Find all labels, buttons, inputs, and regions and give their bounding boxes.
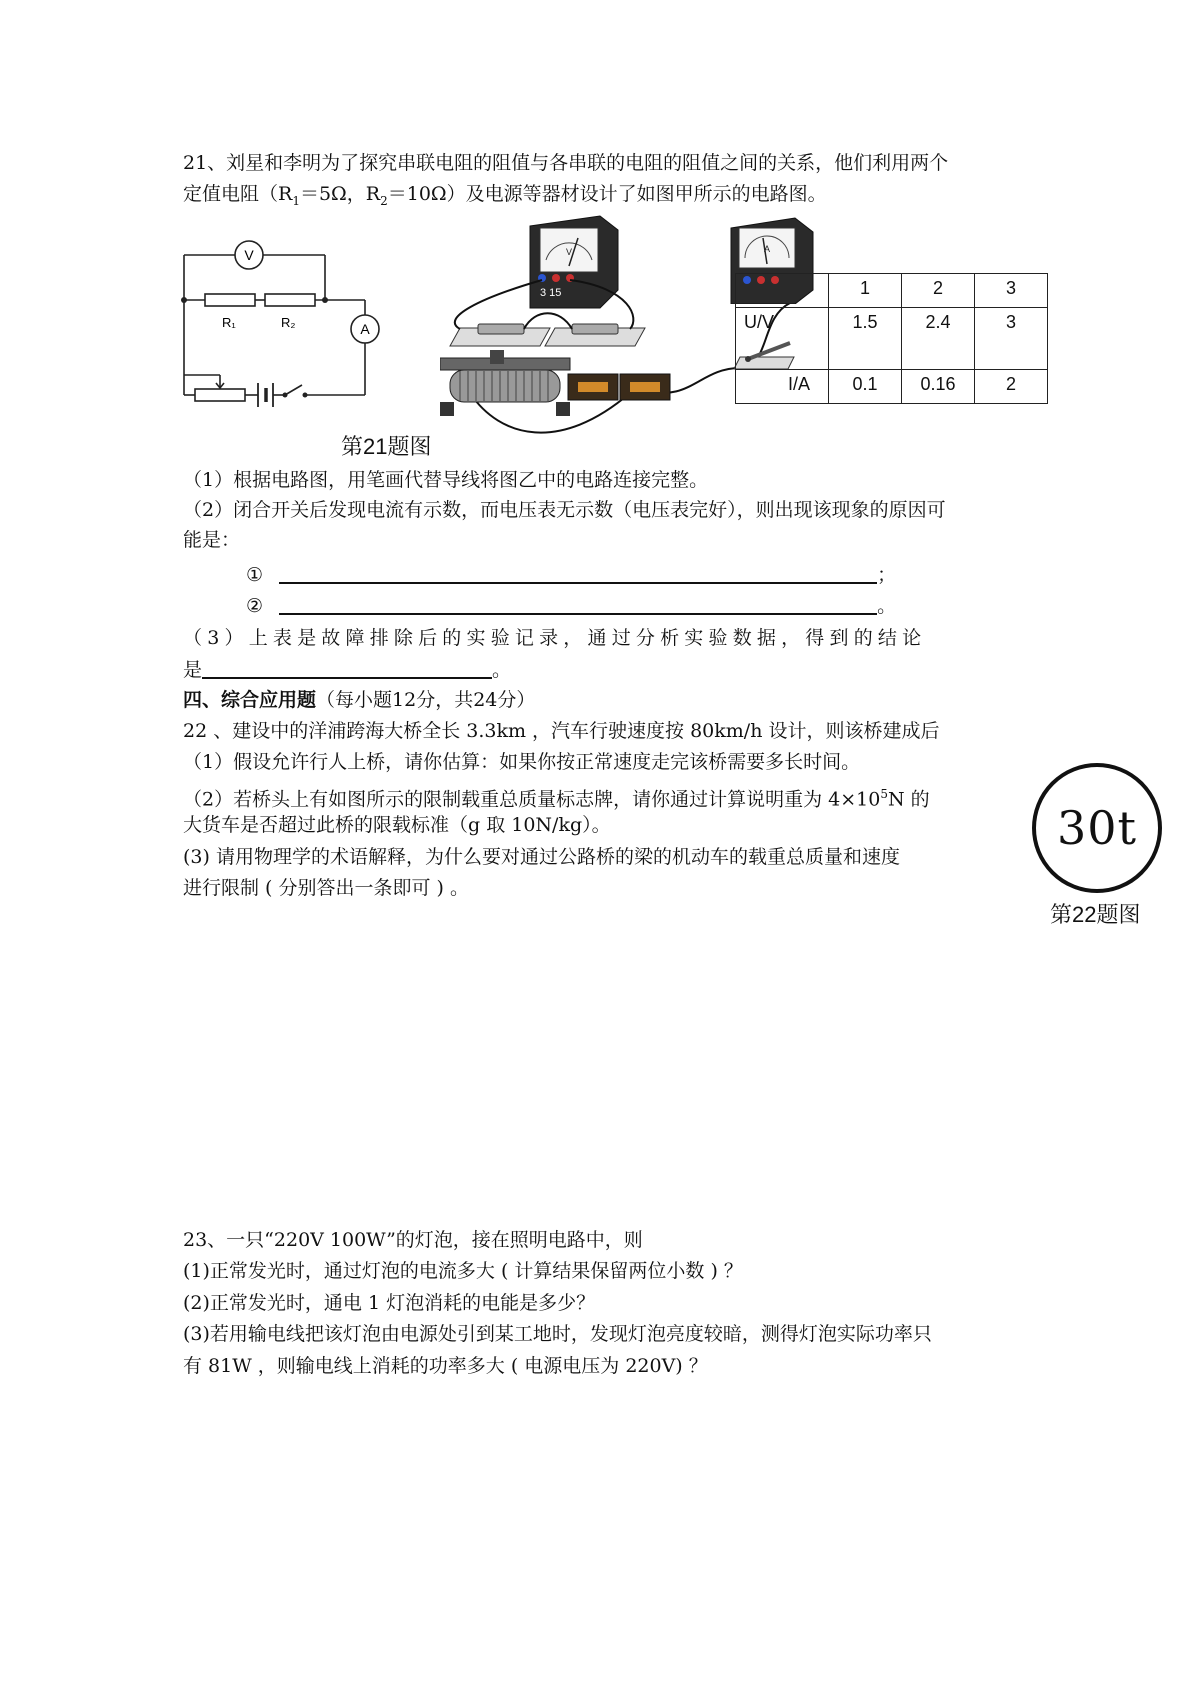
ammeter-symbol <box>351 315 379 343</box>
q22-part2-line-2: 大货车是否超过此桥的限载标准（g 取 10N/kg）。 <box>183 814 611 836</box>
q23-intro: 23、一只“220V 100W”的灯泡，接在照明电路中，则 <box>183 1229 643 1251</box>
voltmeter-device <box>530 216 618 308</box>
q21-intro-line-1: 21、刘星和李明为了探究串联电阻的阻值与各串联的电阻的阻值之间的关系，他们利用两个 <box>183 152 949 174</box>
q22-part3-line-1: (3) 请用物理学的术语解释，为什么要对通过公路桥的梁的机动车的载重总质量和速度 <box>183 846 900 868</box>
table-cell: 2 <box>902 274 975 308</box>
q23-part3-line-2: 有 81W ，则输电线上消耗的功率多大 ( 电源电压为 220V) ？ <box>183 1355 708 1377</box>
q23-part1: (1)正常发光时，通过灯泡的电流多大 ( 计算结果保留两位小数 ) ？ <box>183 1260 743 1282</box>
table-cell: 3 <box>975 274 1048 308</box>
answer-blank-2[interactable] <box>279 591 877 615</box>
section-4-heading: 四、综合应用题（每小题12分，共24分） <box>183 689 536 711</box>
table-cell: 2.4 <box>902 308 975 370</box>
rheostat-device <box>440 350 570 416</box>
q21-part2-line-1: （2）闭合开关后发现电流有示数，而电压表无示数（电压表完好），则出现该现象的原因可 <box>183 499 946 521</box>
r1-label: R₁ <box>222 315 236 330</box>
switch-symbol <box>283 393 308 398</box>
rheostat-symbol <box>184 375 245 401</box>
svg-text:3 15: 3 15 <box>540 287 562 299</box>
figure-22-caption: 第22题图 <box>1050 902 1141 927</box>
q23-part2: (2)正常发光时，通电 1 灯泡消耗的电能是多少？ <box>183 1292 596 1314</box>
table-row <box>736 308 1048 370</box>
q21-intro-line-2: 定值电阻（$R_1=5\Omega$，$R_2=10\Omega$）及电源等器材设计了如图甲所示的电路图。 <box>183 183 827 208</box>
q22-part2-line-1: （2）若桥头上有如图所示的限制载重总质量标志牌，请你通过计算说明重为 $4\times 10^5N$ 的 <box>183 787 930 811</box>
table-row <box>736 370 1048 404</box>
q22-intro: 22 、建设中的洋浦跨海大桥全长 3.3km ，汽车行驶速度按 80km/h 设计，则该桥建成后 <box>183 720 940 742</box>
table-cell: 0.1 <box>829 370 902 404</box>
table-cell: 2 <box>975 370 1048 404</box>
svg-text:A: A <box>360 321 370 337</box>
weight-limit-sign <box>1032 763 1162 893</box>
table-header-row <box>736 274 1048 308</box>
svg-text:V: V <box>565 247 573 257</box>
q21-part3-line-1: （3）上表是故障排除后的实验记录，通过分析实验数据，得到的结论 <box>183 627 927 649</box>
svg-text:A: A <box>763 244 771 254</box>
table-cell: 0.16 <box>902 370 975 404</box>
data-table <box>735 273 1048 404</box>
table-cell <box>736 274 829 308</box>
resistor-r1-symbol <box>205 294 255 306</box>
q22-part3-line-2: 进行限制 ( 分别答出一条即可 ) 。 <box>183 877 469 899</box>
q21-part2-line-2: 能是： <box>183 529 241 551</box>
table-cell: 1 <box>829 274 902 308</box>
voltmeter-symbol <box>235 241 263 269</box>
resistor-r2-symbol <box>265 294 315 306</box>
resistor-board-2 <box>545 324 645 346</box>
resistor-board-1 <box>450 324 550 346</box>
table-cell: U/V <box>736 308 829 370</box>
q21-answer-2: ② 。 <box>246 591 896 620</box>
r2-label: R₂ <box>281 315 296 330</box>
q21-answer-1: ① ； <box>246 560 896 589</box>
q22-part1: （1）假设允许行人上桥，请你估算：如果你按正常速度走完该桥需要多长时间。 <box>183 751 861 773</box>
svg-text:V: V <box>244 247 254 263</box>
junction-dot <box>181 297 187 303</box>
q23-part3-line-1: (3)若用输电线把该灯泡由电源处引到某工地时，发现灯泡亮度较暗，测得灯泡实际功率只 <box>183 1323 932 1345</box>
circuit-diagram <box>175 235 390 415</box>
weight-limit-text: 30t <box>1056 801 1138 855</box>
table-cell: 3 <box>975 308 1048 370</box>
figure-21-caption: 第21题图 <box>341 434 432 459</box>
table-cell: I/A <box>736 370 829 404</box>
battery-symbol <box>258 383 273 407</box>
answer-blank-1[interactable] <box>279 560 877 584</box>
conclusion-blank[interactable] <box>202 655 492 679</box>
battery-pack <box>568 374 670 400</box>
q21-part3-line-2: 是 。 <box>183 655 511 684</box>
table-cell: 1.5 <box>829 308 902 370</box>
q21-part1: （1）根据电路图，用笔画代替导线将图乙中的电路连接完整。 <box>183 469 709 491</box>
junction-dot <box>322 297 328 303</box>
